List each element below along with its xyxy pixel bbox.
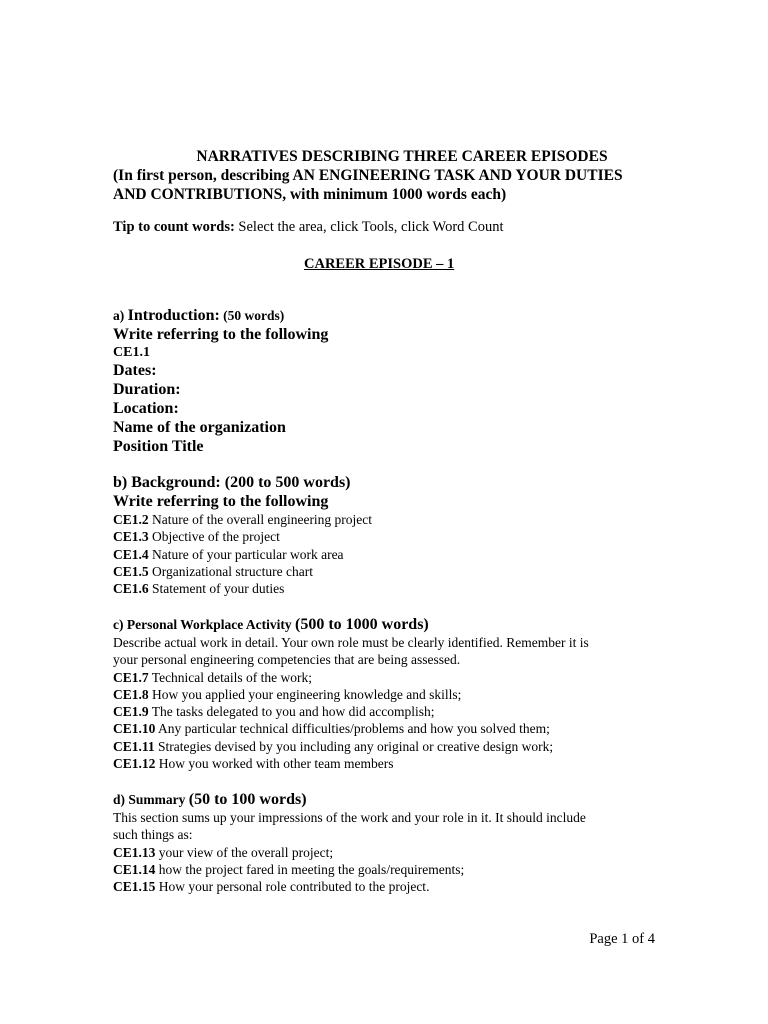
item-code: CE1.4 [113,546,149,562]
section-d-title: d) Summary [113,792,189,807]
item-text: Nature of the overall engineering project [148,512,373,527]
section-a-code: CE1.1 [113,345,150,360]
item-code: CE1.8 [113,686,149,702]
item-code: CE1.7 [113,669,149,685]
section-d-description: such things as: [113,827,193,843]
item-text: how the project fared in meeting the goals/requirements; [155,861,465,877]
document-title: NARRATIVES DESCRIBING THREE CAREER EPISODES [196,148,608,165]
episode-title: CAREER EPISODE – 1 [304,256,455,272]
section-b-item [113,580,673,597]
section-d-description: This section sums up your impressions of the work and your role in it. It should include [113,810,586,825]
section-c-item [113,755,673,772]
item-text: How your personal role contributed to the project. [155,879,430,895]
section-personal-workplace-activity [113,615,673,772]
item-code: CE1.5 [113,563,149,579]
section-introduction [113,306,673,456]
section-a-item: Duration: [113,381,181,398]
item-text: The tasks delegated to you and how did accomplish; [148,704,435,720]
section-d-heading [113,790,673,809]
item-text: How you worked with other team members [155,756,394,772]
item-code: CE1.2 [113,512,149,527]
item-text: Nature of your particular work area [148,546,344,562]
section-a-item: Location: [113,400,179,417]
tip-label: Tip to count words: [113,219,235,235]
item-text: Technical details of the work; [148,669,313,685]
item-text: Statement of your duties [148,581,285,597]
section-a-instruction: Write referring to the following [113,326,329,343]
section-a-prefix: a) [113,308,128,323]
section-a-item: Dates: [113,362,157,379]
tip-text: Select the area, click Tools, click Word Count [234,219,504,235]
section-c-heading [113,615,673,634]
section-c-description: Describe actual work in detail. Your own role must be clearly identified. Remember it is [113,635,589,650]
section-c-word-count: (500 to 1000 words) [294,616,429,633]
item-code: CE1.14 [113,861,156,877]
section-d-word-count: (50 to 100 words) [188,791,307,808]
section-b-item [113,546,673,563]
document-header [113,147,673,204]
document-subtitle-line-2: AND CONTRIBUTIONS, with minimum 1000 words each) [113,186,507,203]
item-code: CE1.9 [113,704,149,720]
section-c-item [113,720,673,737]
section-c-item [113,686,673,703]
item-text: Objective of the project [148,529,280,545]
item-code: CE1.15 [113,879,156,895]
section-b-heading: b) Background: (200 to 500 words) [113,474,351,491]
item-code: CE1.11 [113,738,155,754]
section-a-title: Introduction: [127,307,220,324]
section-c-item [113,738,673,755]
section-c-title: c) Personal Workplace Activity [113,617,295,632]
item-text: Organizational structure chart [148,563,313,579]
section-summary [113,790,673,895]
section-d-item [113,878,673,895]
item-code: CE1.6 [113,581,149,597]
section-b-item [113,528,673,545]
section-c-item [113,703,673,720]
section-d-item [113,861,673,878]
item-text: How you applied your engineering knowledge and skills; [148,686,462,702]
word-count-tip [113,219,503,236]
item-text: Strategies devised by you including any original or creative design work; [154,738,554,754]
section-c-description: your personal engineering competencies that are being assessed. [113,652,461,668]
section-background [113,473,673,597]
section-a-heading [113,306,673,325]
item-code: CE1.10 [113,721,156,737]
item-code: CE1.12 [113,756,156,772]
section-b-instruction: Write referring to the following [113,493,329,510]
page-number: Page 1 of 4 [589,931,655,947]
section-a-item: Position Title [113,438,204,455]
section-b-item [113,511,673,528]
document-subtitle-line-1: (In first person, describing AN ENGINEERING TASK AND YOUR DUTIES [113,167,623,184]
section-a-item: Name of the organization [113,419,286,436]
section-a-word-count: (50 words) [219,308,285,323]
item-code: CE1.13 [113,844,156,860]
section-c-item [113,669,673,686]
section-d-item [113,844,673,861]
item-text: your view of the overall project; [155,844,334,860]
section-b-item [113,563,673,580]
item-code: CE1.3 [113,529,149,545]
item-text: Any particular technical difficulties/problems and how you solved them; [155,721,550,737]
